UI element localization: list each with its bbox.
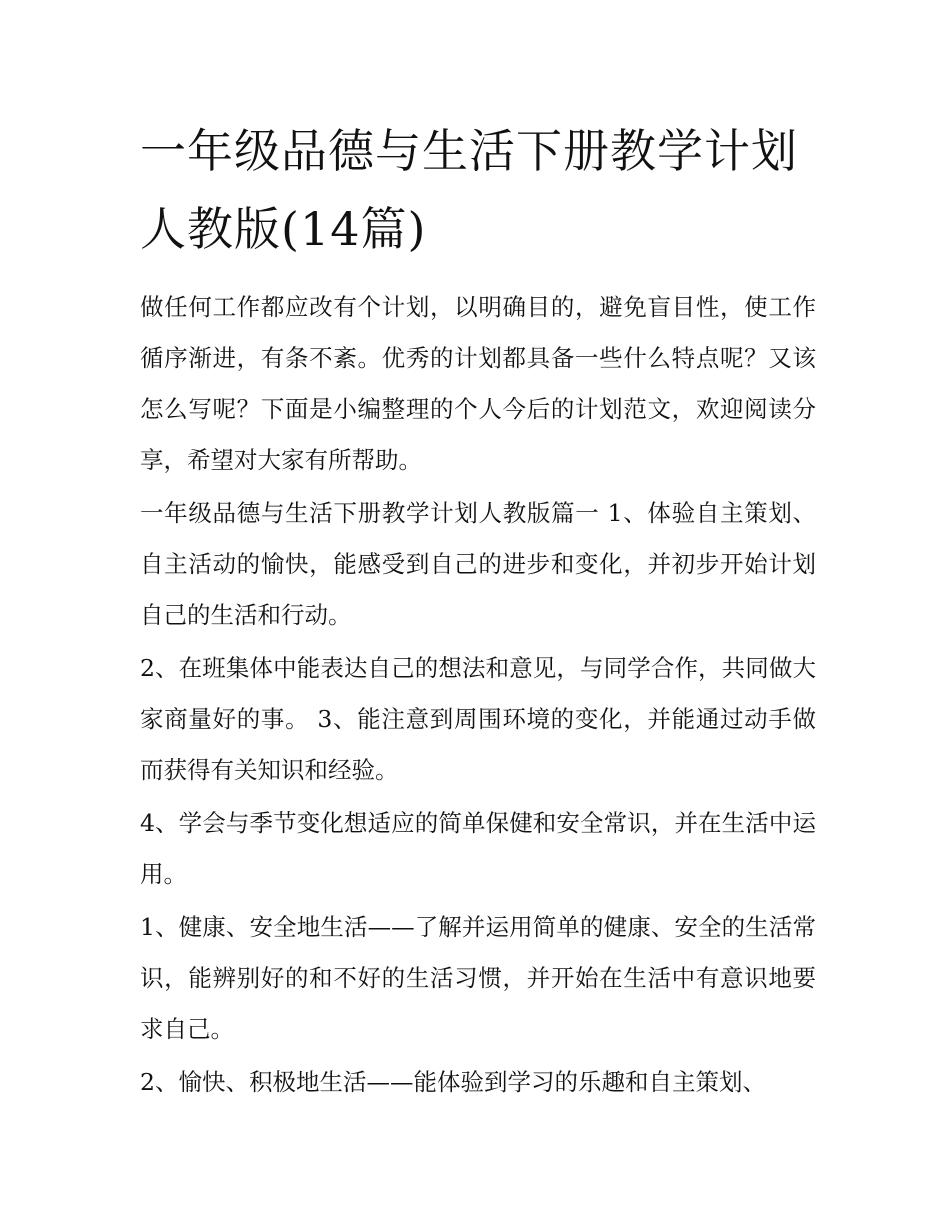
document-title: 一年级品德与生活下册教学计划人教版(14篇) bbox=[140, 124, 798, 256]
content-paragraph-2: 2、愉快、积极地生活——能体验到学习的乐趣和自主策划、 bbox=[140, 1068, 766, 1096]
intro-paragraph: 做任何工作都应改有个计划，以明确目的，避免盲目性，使工作循序渐进，有条不紊。优秀的计划都具备一些什么特点呢？又该怎么写呢？下面是小编整理的个人今后的计划范文，欢迎阅读分享，希望对大家有所帮助。 bbox=[140, 293, 816, 474]
content-paragraph-1: 1、健康、安全地生活——了解并运用简单的健康、安全的生活常识，能辨别好的和不好的生活习惯，并开始在生活中有意识地要求自己。 bbox=[140, 913, 816, 1043]
goal-paragraph-1: 一年级品德与生活下册教学计划人教版篇一 1、体验自主策划、自主活动的愉快，能感受到自己的进步和变化，并初步开始计划自己的生活和行动。 bbox=[140, 499, 816, 629]
document-page bbox=[140, 112, 816, 1110]
goal-paragraph-2-3: 2、在班集体中能表达自己的想法和意见，与同学合作，共同做大家商量好的事。 3、能注意到周围环境的变化，并能通过动手做而获得有关知识和经验。 bbox=[140, 654, 816, 784]
goal-paragraph-4: 4、学会与季节变化想适应的简单保健和安全常识，并在生活中运用。 bbox=[140, 809, 816, 888]
